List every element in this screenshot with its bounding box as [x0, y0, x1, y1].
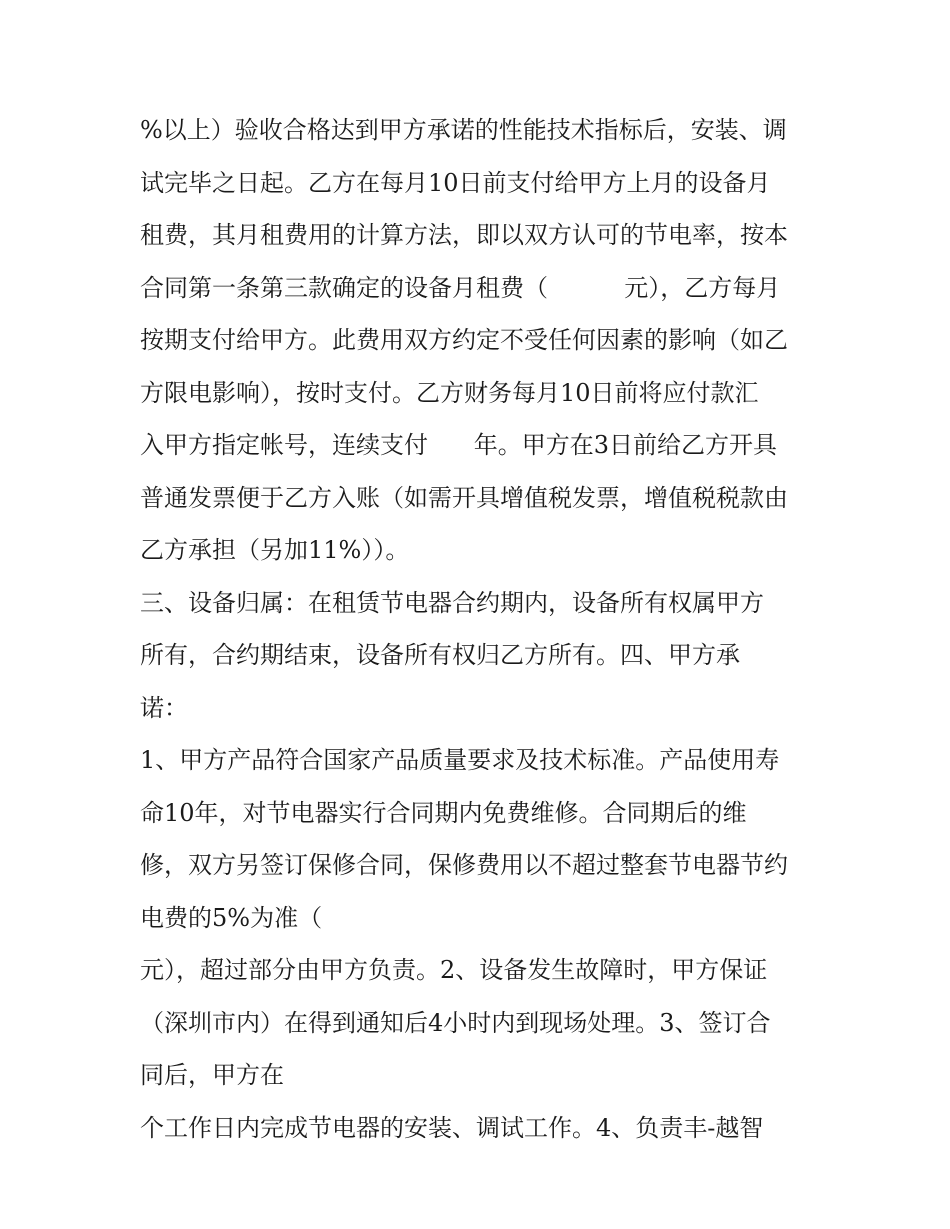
text-line: 命10年，对节电器实行合同期内免费维修。合同期后的维: [140, 798, 747, 827]
text-line: 三、设备归属：在租赁节电器合约期内，设备所有权属甲方: [140, 588, 764, 617]
text-line: 租费，其月租费用的计算方法，即以双方认可的节电率，按本: [140, 221, 788, 249]
text-line: 方限电影响），按时支付。乙方财务每月10日前将应付款汇: [140, 378, 759, 407]
text-line: 乙方承担（另加11%））。: [140, 536, 410, 564]
text-line: 所有，合约期结束，设备所有权归乙方所有。四、甲方承: [140, 641, 740, 669]
text-line: 个工作日内完成节电器的安装、调试工作。4、负责丰-越智: [140, 1113, 764, 1142]
text-line: 1、甲方产品符合国家产品质量要求及技术标准。产品使用寿: [140, 746, 780, 774]
text-line: （深圳市内）在得到通知后4小时内到现场处理。3、签订合: [140, 1008, 771, 1037]
text-line: 同后，甲方在: [140, 1061, 284, 1089]
text-line: 普通发票便于乙方入账（如需开具增值税发票，增值税税款由: [140, 483, 788, 512]
text-line: 入甲方指定帐号，连续支付 年。甲方在3日前给乙方开具: [140, 431, 778, 459]
text-line: 按期支付给甲方。此费用双方约定不受任何因素的影响（如乙: [140, 326, 788, 354]
text-line: 元），超过部分由甲方负责。2、设备发生故障时，甲方保证: [140, 956, 768, 984]
text-line: %以上）验收合格达到甲方承诺的性能技术指标后，安装、调: [140, 116, 787, 144]
text-line: 诺：: [140, 693, 188, 722]
text-line: 修，双方另签订保修合同，保修费用以不超过整套节电器节约: [140, 851, 788, 879]
text-line: 电费的5%为准（: [140, 903, 323, 932]
text-line: 试完毕之日起。乙方在每月10日前支付给甲方上月的设备月: [140, 168, 771, 197]
contract-text: [140, 104, 820, 1154]
text-line: 合同第一条第三款确定的设备月租费（ 元），乙方每月: [140, 273, 781, 302]
